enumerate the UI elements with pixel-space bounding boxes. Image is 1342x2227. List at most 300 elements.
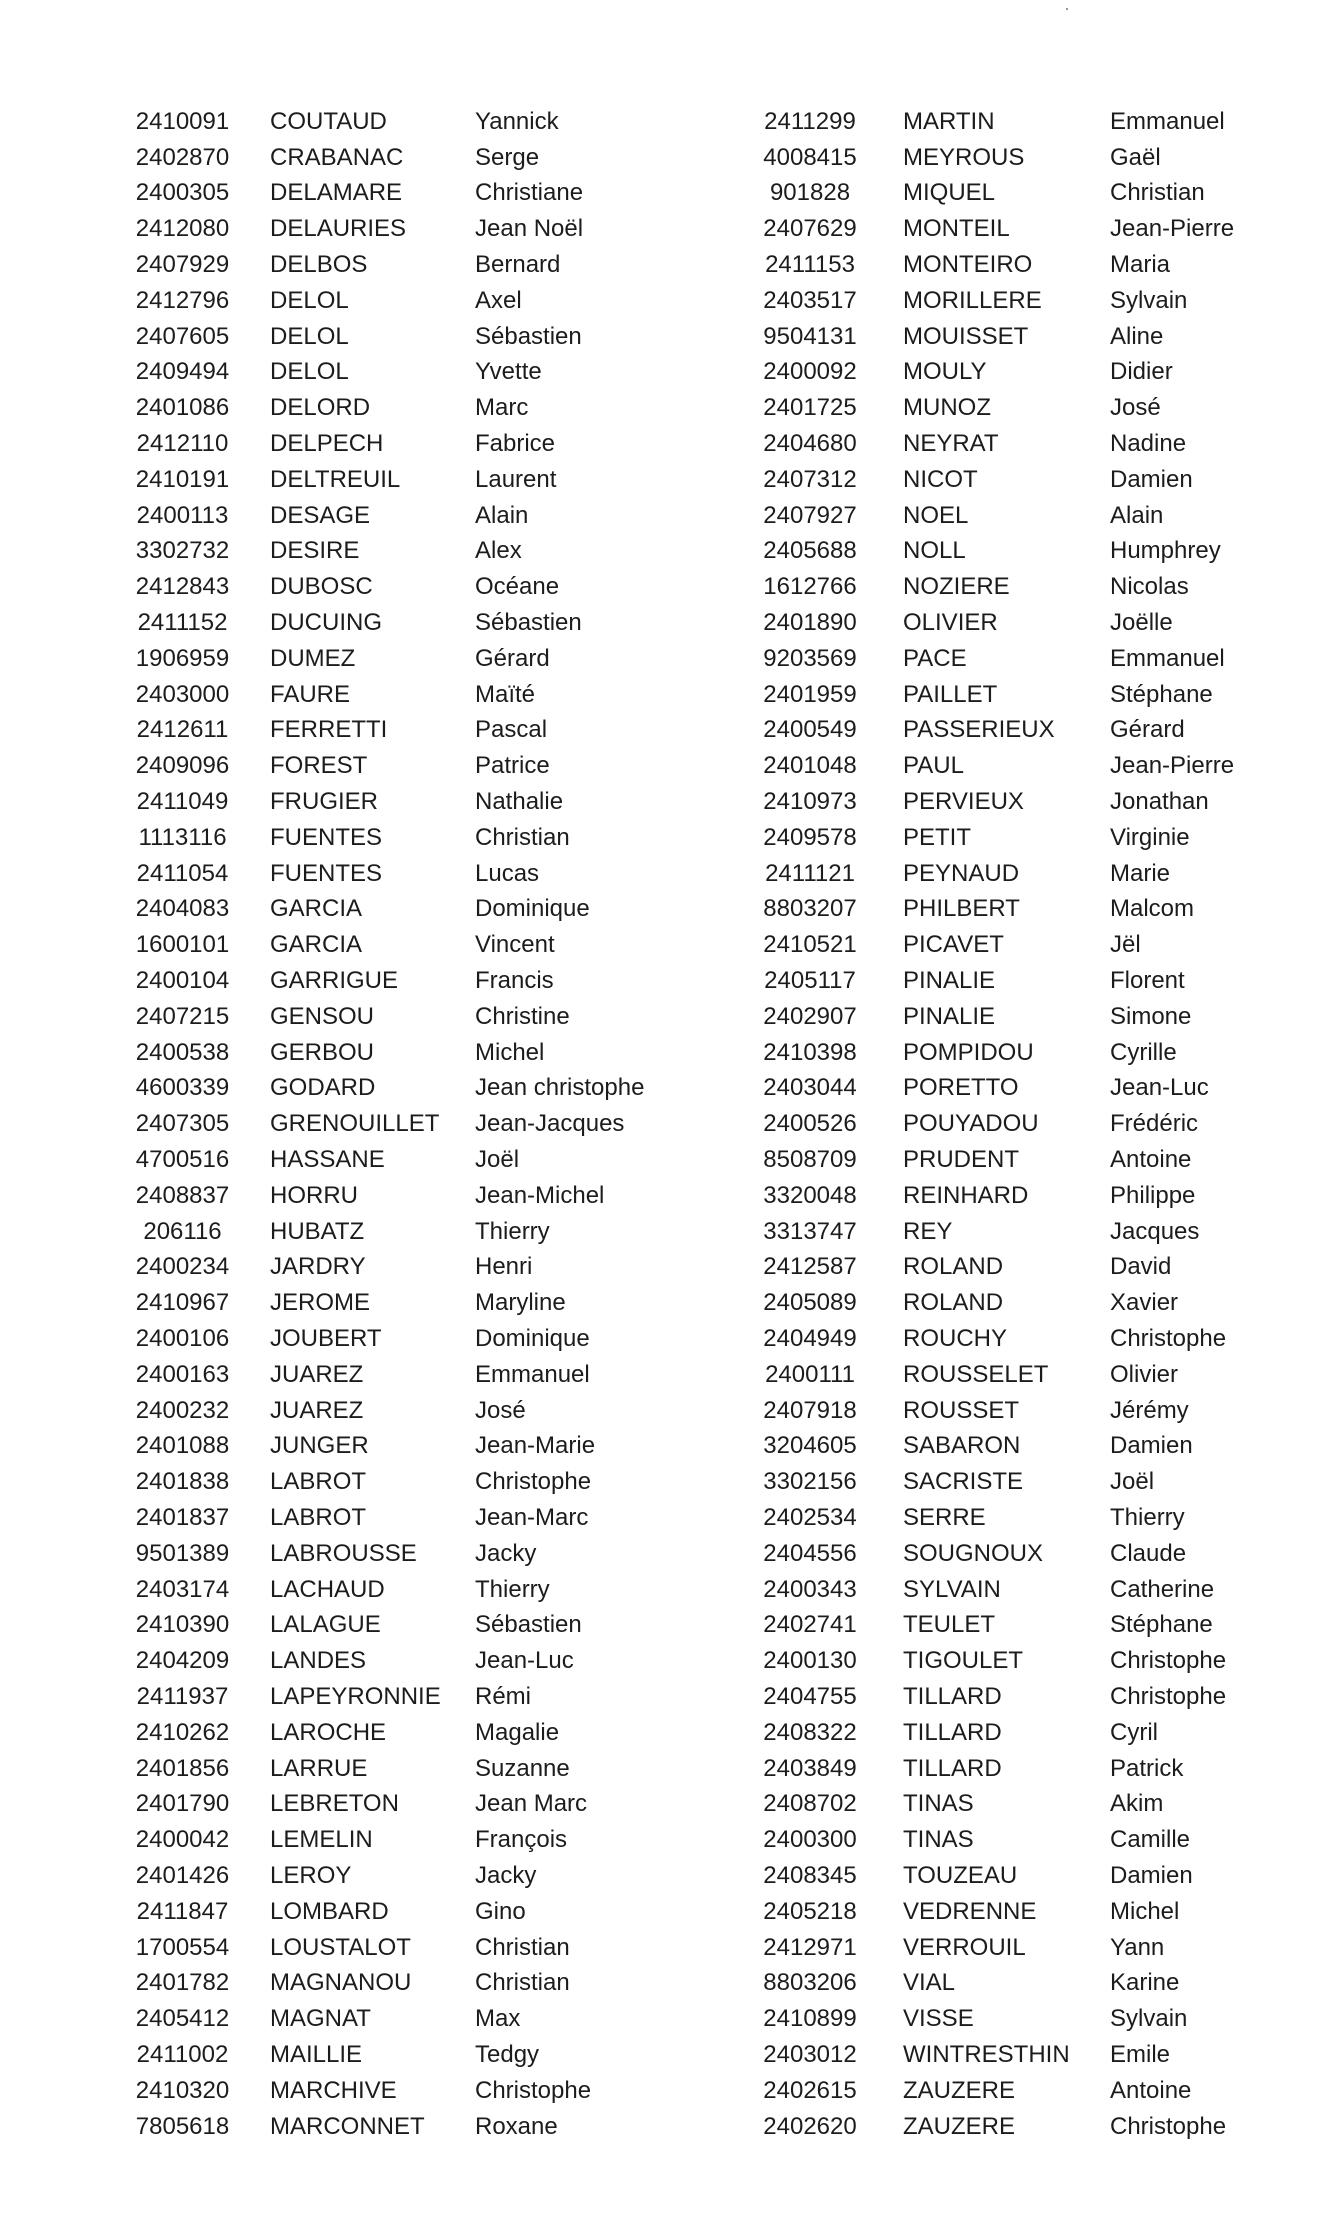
- first-name: Emile: [1110, 2040, 1171, 2068]
- list-row: [720, 1393, 1330, 1429]
- member-id: 9203569: [763, 644, 857, 672]
- last-name: MUNOZ: [903, 394, 991, 422]
- first-name: Jean-Jacques: [475, 1110, 625, 1138]
- first-name: Thierry: [475, 1575, 550, 1603]
- list-row: [100, 2109, 715, 2145]
- list-row: [100, 892, 715, 928]
- member-id: 2412971: [763, 1933, 857, 1961]
- last-name: TILLARD: [903, 1718, 1002, 1746]
- last-name: TINAS: [903, 1790, 974, 1818]
- first-name: Xavier: [1110, 1289, 1179, 1317]
- last-name: REINHARD: [903, 1181, 1029, 1209]
- member-id: 2408345: [763, 1861, 857, 1889]
- list-row: [100, 999, 715, 1035]
- list-row: [720, 1500, 1330, 1536]
- last-name: JOUBERT: [270, 1324, 382, 1352]
- member-id: 2410521: [763, 931, 857, 959]
- list-row: [720, 426, 1330, 462]
- last-name: DELAMARE: [270, 179, 403, 207]
- last-name: ZAUZERE: [903, 2112, 1016, 2140]
- last-name: PETIT: [903, 823, 972, 851]
- last-name: VEDRENNE: [903, 1897, 1037, 1925]
- first-name: Florent: [1110, 967, 1185, 995]
- member-id: 2403000: [135, 680, 230, 708]
- last-name: GENSOU: [270, 1002, 375, 1030]
- list-row: [720, 1679, 1330, 1715]
- first-name: Damien: [1110, 465, 1193, 493]
- first-name: Emmanuel: [1110, 107, 1225, 135]
- member-id: 3320048: [763, 1181, 857, 1209]
- list-row: [720, 355, 1330, 391]
- last-name: VIAL: [903, 1969, 956, 1997]
- last-name: NICOT: [903, 465, 978, 493]
- last-name: LANDES: [270, 1647, 367, 1675]
- first-name: Michel: [475, 1038, 545, 1066]
- first-name: Marie: [1110, 859, 1171, 887]
- first-name: Sylvain: [1110, 2005, 1188, 2033]
- first-name: Thierry: [1110, 1503, 1185, 1531]
- last-name: LOMBARD: [270, 1897, 389, 1925]
- last-name: DELOL: [270, 286, 349, 314]
- first-name: Jean-Pierre: [1110, 215, 1235, 243]
- list-row: [100, 677, 715, 713]
- member-id: 2405688: [763, 537, 857, 565]
- list-row: [100, 641, 715, 677]
- member-id: 2400526: [763, 1110, 857, 1138]
- last-name: TINAS: [903, 1826, 974, 1854]
- first-name: Jean christophe: [475, 1074, 645, 1102]
- first-name: Dominique: [475, 895, 590, 923]
- last-name: LABROT: [270, 1503, 367, 1531]
- first-name: Marc: [475, 394, 529, 422]
- last-name: PACE: [903, 644, 967, 672]
- first-name: Vincent: [475, 931, 555, 959]
- first-name: Claude: [1110, 1539, 1187, 1567]
- last-name: CRABANAC: [270, 143, 404, 171]
- first-name: Yvette: [475, 358, 542, 386]
- list-row: [100, 1822, 715, 1858]
- first-name: Laurent: [475, 465, 557, 493]
- member-id: 2400106: [135, 1324, 230, 1352]
- last-name: MAILLIE: [270, 2040, 363, 2068]
- member-id: 2408837: [135, 1181, 230, 1209]
- first-name: Antoine: [1110, 2076, 1192, 2104]
- first-name: Jacques: [1110, 1217, 1200, 1245]
- first-name: Henri: [475, 1253, 533, 1281]
- member-id: 2408322: [763, 1718, 857, 1746]
- last-name: TIGOULET: [903, 1647, 1024, 1675]
- list-row: [100, 1464, 715, 1500]
- list-row: [100, 927, 715, 963]
- list-row: [100, 748, 715, 784]
- member-id: 2410091: [135, 107, 230, 135]
- member-id: 2400130: [763, 1647, 857, 1675]
- list-row: [720, 1751, 1330, 1787]
- member-id: 2401088: [135, 1432, 230, 1460]
- first-name: Jacky: [475, 1861, 537, 1889]
- last-name: LABROUSSE: [270, 1539, 417, 1567]
- first-name: Christophe: [475, 2076, 592, 2104]
- list-row: [100, 2037, 715, 2073]
- member-id: 2409494: [135, 358, 230, 386]
- last-name: MIQUEL: [903, 179, 996, 207]
- last-name: JUAREZ: [270, 1360, 364, 1388]
- first-name: Sébastien: [475, 1611, 582, 1639]
- last-name: PERVIEUX: [903, 788, 1024, 816]
- member-id: 2405089: [763, 1289, 857, 1317]
- list-row: [720, 1250, 1330, 1286]
- member-id: 2401725: [763, 394, 857, 422]
- list-row: [100, 1500, 715, 1536]
- last-name: LAPEYRONNIE: [270, 1682, 441, 1710]
- list-row: [100, 569, 715, 605]
- member-id: 2407215: [135, 1002, 230, 1030]
- member-id: 2411002: [136, 2040, 229, 2068]
- last-name: DELOL: [270, 322, 349, 350]
- list-row: [720, 462, 1330, 498]
- list-row: [100, 1250, 715, 1286]
- last-name: ROLAND: [903, 1289, 1004, 1317]
- first-name: Alain: [475, 501, 529, 529]
- last-name: DELPECH: [270, 430, 384, 458]
- first-name: Suzanne: [475, 1754, 570, 1782]
- last-name: DUMEZ: [270, 644, 356, 672]
- member-id: 2411121: [765, 859, 855, 887]
- list-row: [720, 1178, 1330, 1214]
- list-row: [100, 1607, 715, 1643]
- first-name: Fabrice: [475, 430, 556, 458]
- member-id: 2400549: [763, 716, 857, 744]
- list-row: [720, 1035, 1330, 1071]
- list-row: [720, 140, 1330, 176]
- last-name: PASSERIEUX: [903, 716, 1055, 744]
- member-id: 2410320: [135, 2076, 230, 2104]
- last-name: PRUDENT: [903, 1146, 1020, 1173]
- list-row: [720, 1357, 1330, 1393]
- list-row: [720, 1106, 1330, 1142]
- last-name: DUBOSC: [270, 573, 373, 601]
- member-id: 3302156: [763, 1468, 857, 1496]
- list-row: [100, 2073, 715, 2109]
- member-id: 2411299: [764, 107, 856, 135]
- list-row: [720, 1285, 1330, 1321]
- list-row: [720, 605, 1330, 641]
- left-column-list: [100, 104, 715, 2144]
- first-name: Yannick: [475, 107, 559, 135]
- list-row: [100, 283, 715, 319]
- last-name: JUNGER: [270, 1432, 369, 1460]
- first-name: Axel: [475, 286, 522, 314]
- member-id: 901828: [769, 179, 851, 207]
- list-row: [100, 1428, 715, 1464]
- last-name: MARCONNET: [270, 2112, 425, 2140]
- list-row: [720, 1786, 1330, 1822]
- first-name: Tedgy: [475, 2040, 540, 2068]
- member-id: 2407312: [763, 465, 857, 493]
- list-row: [100, 1643, 715, 1679]
- first-name: Gaël: [1110, 143, 1161, 171]
- member-id: 2411847: [136, 1897, 229, 1925]
- first-name: Rémi: [475, 1682, 532, 1710]
- list-row: [100, 605, 715, 641]
- first-name: Sébastien: [475, 609, 582, 637]
- first-name: Patrick: [1110, 1754, 1184, 1782]
- first-name: Océane: [475, 573, 560, 601]
- last-name: GODARD: [270, 1074, 376, 1102]
- last-name: LEBRETON: [270, 1790, 399, 1818]
- list-row: [720, 1643, 1330, 1679]
- first-name: Alain: [1110, 501, 1164, 529]
- first-name: Francis: [475, 967, 554, 995]
- member-id: 2407305: [135, 1110, 230, 1138]
- member-id: 2400538: [135, 1038, 230, 1066]
- member-id: 2401856: [135, 1754, 230, 1782]
- last-name: LAROCHE: [270, 1718, 387, 1746]
- list-row: [720, 2109, 1330, 2145]
- last-name: WINTRESTHIN: [903, 2040, 1070, 2068]
- first-name: Frédéric: [1110, 1110, 1199, 1138]
- list-row: [720, 1858, 1330, 1894]
- list-row: [720, 1536, 1330, 1572]
- member-id: 2412587: [763, 1253, 857, 1281]
- list-row: [100, 1214, 715, 1250]
- list-row: [100, 534, 715, 570]
- first-name: Christophe: [1110, 1647, 1227, 1675]
- last-name: PORETTO: [903, 1074, 1019, 1102]
- first-name: Jérémy: [1110, 1396, 1189, 1424]
- member-id: 2405412: [135, 2005, 230, 2033]
- list-row: [720, 1607, 1330, 1643]
- member-id: 2404680: [763, 430, 857, 458]
- last-name: DELOL: [270, 358, 349, 386]
- member-id: 2400042: [135, 1826, 230, 1854]
- first-name: Max: [475, 2005, 521, 2033]
- list-row: [720, 784, 1330, 820]
- last-name: HASSANE: [270, 1146, 385, 1173]
- list-row: [720, 1822, 1330, 1858]
- last-name: OLIVIER: [903, 609, 998, 637]
- first-name: Nicolas: [1110, 573, 1189, 601]
- member-id: 2401959: [763, 680, 857, 708]
- last-name: SACRISTE: [903, 1468, 1024, 1496]
- member-id: 2412080: [135, 215, 230, 243]
- first-name: David: [1110, 1253, 1172, 1281]
- list-row: [720, 176, 1330, 212]
- member-id: 3313747: [763, 1217, 857, 1245]
- member-id: 2402870: [135, 143, 230, 171]
- last-name: SOUGNOUX: [903, 1539, 1044, 1567]
- first-name: Catherine: [1110, 1575, 1215, 1603]
- member-id: 8508709: [763, 1146, 857, 1173]
- member-id: 2401426: [135, 1861, 230, 1889]
- member-id: 2401790: [135, 1790, 230, 1818]
- list-row: [100, 1786, 715, 1822]
- last-name: HORRU: [270, 1181, 358, 1209]
- member-id: 2410262: [135, 1718, 230, 1746]
- member-id: 2401048: [763, 752, 857, 780]
- member-id: 3204605: [763, 1432, 857, 1460]
- first-name: Jean Marc: [475, 1790, 588, 1818]
- last-name: DESIRE: [270, 537, 360, 565]
- first-name: Jean-Michel: [475, 1181, 605, 1209]
- member-id: 4600339: [135, 1074, 230, 1102]
- first-name: Alex: [475, 537, 522, 565]
- member-id: 2404209: [135, 1647, 230, 1675]
- member-id: 206116: [143, 1217, 222, 1245]
- last-name: JUAREZ: [270, 1396, 364, 1424]
- first-name: Nathalie: [475, 788, 564, 816]
- list-row: [720, 534, 1330, 570]
- member-id: 2403174: [135, 1575, 230, 1603]
- last-name: NOEL: [903, 501, 969, 529]
- first-name: Christophe: [1110, 1324, 1227, 1352]
- last-name: LACHAUD: [270, 1575, 385, 1603]
- member-id: 1700554: [135, 1933, 230, 1961]
- first-name: Christian: [1110, 179, 1205, 207]
- list-row: [720, 1071, 1330, 1107]
- list-row: [720, 1321, 1330, 1357]
- first-name: Christian: [475, 823, 570, 851]
- list-row: [720, 319, 1330, 355]
- member-id: 2402741: [763, 1611, 857, 1639]
- member-id: 2401086: [135, 394, 230, 422]
- list-row: [100, 1930, 715, 1966]
- list-row: [100, 1715, 715, 1751]
- last-name: DUCUING: [270, 609, 382, 637]
- last-name: DELTREUIL: [270, 465, 401, 493]
- right-column-list: [720, 104, 1330, 2144]
- list-row: [100, 211, 715, 247]
- list-row: [100, 498, 715, 534]
- last-name: GERBOU: [270, 1038, 375, 1066]
- list-row: [100, 856, 715, 892]
- list-row: [100, 1142, 715, 1178]
- last-name: DELORD: [270, 394, 371, 422]
- first-name: Damien: [1110, 1432, 1193, 1460]
- last-name: FAURE: [270, 680, 351, 708]
- list-row: [100, 820, 715, 856]
- member-id: 2400232: [135, 1396, 230, 1424]
- list-row: [100, 1393, 715, 1429]
- first-name: Magalie: [475, 1718, 560, 1746]
- member-id: 2404083: [135, 895, 230, 923]
- first-name: Christian: [475, 1933, 570, 1961]
- member-id: 1906959: [135, 644, 230, 672]
- first-name: Aline: [1110, 322, 1164, 350]
- first-name: Serge: [475, 143, 540, 171]
- list-row: [720, 1930, 1330, 1966]
- member-id: 2409096: [135, 752, 230, 780]
- member-id: 2408702: [763, 1790, 857, 1818]
- last-name: MARTIN: [903, 107, 995, 135]
- first-name: Sébastien: [475, 322, 582, 350]
- member-id: 2402907: [763, 1002, 857, 1030]
- last-name: ROUCHY: [903, 1324, 1008, 1352]
- member-id: 2410191: [135, 465, 230, 493]
- first-name: Joël: [1110, 1468, 1155, 1496]
- first-name: Olivier: [1110, 1360, 1179, 1388]
- list-row: [720, 713, 1330, 749]
- list-row: [720, 641, 1330, 677]
- member-id: 4008415: [763, 143, 857, 171]
- member-id: 2404755: [763, 1682, 857, 1710]
- member-id: 2409578: [763, 823, 857, 851]
- first-name: Christine: [475, 1002, 570, 1030]
- member-id: 9504131: [763, 322, 857, 350]
- member-id: 8803206: [763, 1969, 857, 1997]
- first-name: Jacky: [475, 1539, 537, 1567]
- member-id: 2410390: [135, 1611, 230, 1639]
- member-id: 2403849: [763, 1754, 857, 1782]
- list-row: [100, 426, 715, 462]
- member-id: 2407929: [135, 251, 230, 279]
- list-row: [100, 1858, 715, 1894]
- member-id: 1600101: [135, 931, 230, 959]
- first-name: Jean-Marc: [475, 1503, 589, 1531]
- first-name: Simone: [1110, 1002, 1192, 1030]
- last-name: PEYNAUD: [903, 859, 1020, 887]
- last-name: DELAURIES: [270, 215, 407, 243]
- last-name: ROUSSET: [903, 1396, 1020, 1424]
- member-id: 2407605: [135, 322, 230, 350]
- last-name: MAGNAT: [270, 2005, 371, 2033]
- list-row: [100, 462, 715, 498]
- last-name: HUBATZ: [270, 1217, 365, 1245]
- first-name: Karine: [1110, 1969, 1180, 1997]
- first-name: Maïté: [475, 680, 536, 708]
- first-name: Thierry: [475, 1217, 550, 1245]
- list-row: [720, 2001, 1330, 2037]
- member-id: 2404949: [763, 1324, 857, 1352]
- list-row: [100, 1357, 715, 1393]
- member-id: 2405117: [764, 967, 856, 995]
- last-name: MEYROUS: [903, 143, 1025, 171]
- first-name: Christiane: [475, 179, 584, 207]
- member-id: 1612766: [763, 573, 857, 601]
- list-row: [100, 1035, 715, 1071]
- member-id: 2401890: [763, 609, 857, 637]
- list-row: [720, 856, 1330, 892]
- last-name: GARCIA: [270, 931, 363, 959]
- first-name: Bernard: [475, 251, 561, 279]
- list-row: [100, 1894, 715, 1930]
- member-id: 2401837: [135, 1503, 230, 1531]
- list-row: [100, 104, 715, 140]
- first-name: José: [1110, 394, 1161, 422]
- list-row: [720, 2037, 1330, 2073]
- last-name: LEMELIN: [270, 1826, 373, 1854]
- first-name: Jean-Luc: [1110, 1074, 1209, 1102]
- member-id: 2404556: [763, 1539, 857, 1567]
- list-row: [720, 1464, 1330, 1500]
- list-row: [100, 1751, 715, 1787]
- list-row: [720, 1572, 1330, 1608]
- member-id: 2410899: [763, 2005, 857, 2033]
- member-id: 2400163: [135, 1360, 230, 1388]
- member-id: 2400111: [765, 1360, 855, 1388]
- last-name: POMPIDOU: [903, 1038, 1034, 1066]
- last-name: POUYADOU: [903, 1110, 1039, 1138]
- member-id: 2401838: [135, 1468, 230, 1496]
- list-row: [100, 2001, 715, 2037]
- first-name: Virginie: [1110, 823, 1190, 851]
- last-name: SABARON: [903, 1432, 1021, 1460]
- first-name: Jël: [1110, 931, 1141, 959]
- first-name: Nadine: [1110, 430, 1187, 458]
- first-name: Antoine: [1110, 1146, 1192, 1173]
- last-name: JARDRY: [270, 1253, 366, 1281]
- last-name: VERROUIL: [903, 1933, 1026, 1961]
